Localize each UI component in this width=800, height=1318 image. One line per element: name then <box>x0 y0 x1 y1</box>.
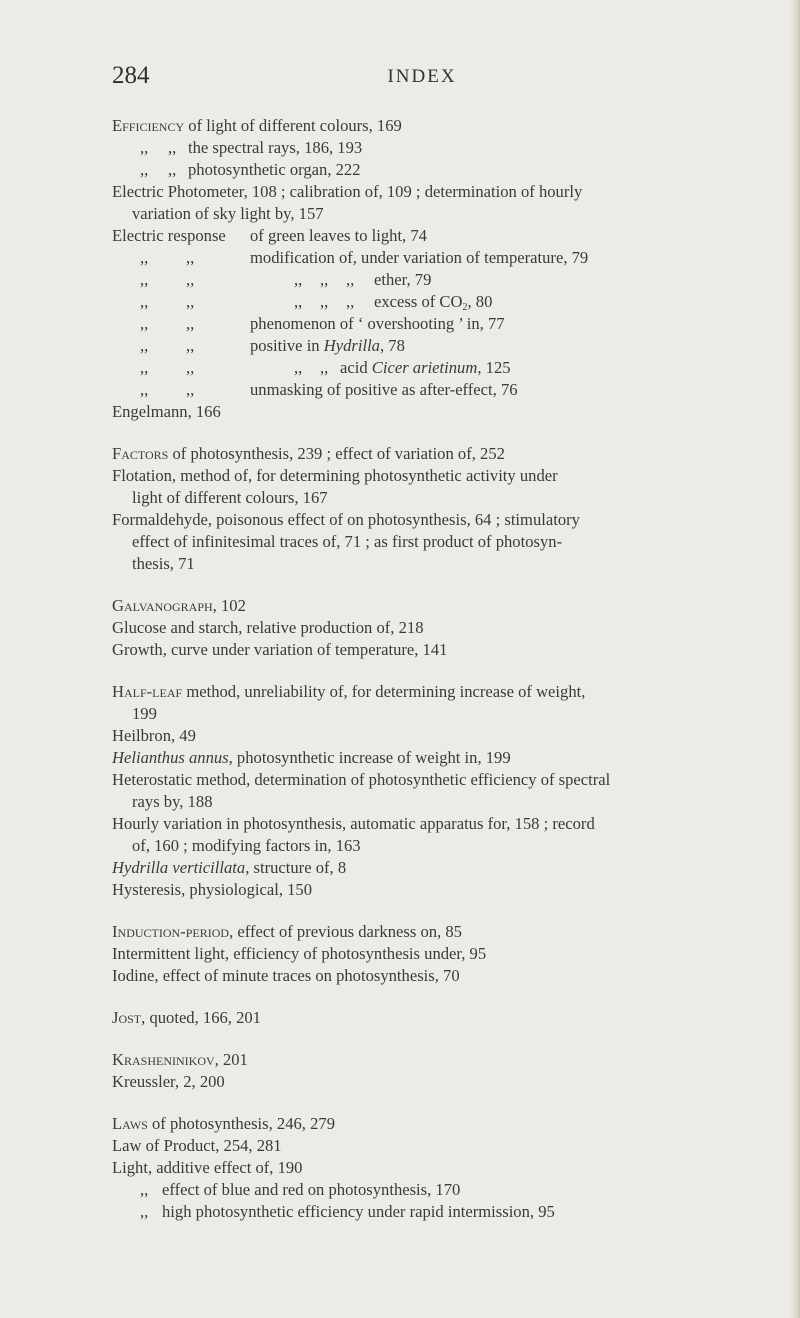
entry-text: photosynthetic organ, 222 <box>188 160 361 179</box>
index-subentry <box>112 379 732 401</box>
index-entry-jost <box>112 1007 732 1029</box>
index-entry-helianthus <box>112 747 732 769</box>
ditto-mark: ,, <box>140 138 149 157</box>
index-entry-continuation <box>112 835 732 857</box>
ditto-mark: ,, <box>140 160 149 179</box>
entry-text: modification of, under variation of temperature, 79 <box>250 248 589 267</box>
entry-text: method, unreliability of, for determining increase of weight, <box>182 682 586 701</box>
entry-text: of, 160 ; modifying factors in, 163 <box>132 836 361 855</box>
entry-text: Hysteresis, physiological, 150 <box>112 880 313 899</box>
entry-text: Heterostatic method, determination of photosynthetic efficiency of spectral <box>112 770 611 789</box>
section-gap <box>112 1029 732 1049</box>
index-subentry <box>112 137 732 159</box>
entry-text-part: , 80 <box>467 292 493 311</box>
entry-text: Iodine, effect of minute traces on photosynthesis, 70 <box>112 966 460 985</box>
entry-text: , quoted, 166, 201 <box>141 1008 261 1027</box>
running-head: INDEX <box>387 66 457 87</box>
section-gap <box>112 423 732 443</box>
entry-text: effect of infinitesimal traces of, 71 ; as first product of photosyn- <box>132 532 563 551</box>
entry-head: Factors <box>112 444 169 463</box>
entry-text: of light of different colours, 169 <box>184 116 402 135</box>
index-entry-hysteresis <box>112 879 732 901</box>
entry-text-part: , 125 <box>477 358 511 377</box>
ditto-mark: ,, <box>140 336 149 355</box>
index-entry-intermittent <box>112 943 732 965</box>
section-gap <box>112 901 732 921</box>
section-gap <box>112 987 732 1007</box>
index-entry-heterostatic <box>112 769 732 791</box>
index-entry-electric-response <box>112 225 732 247</box>
index-entry-flotation <box>112 465 732 487</box>
index-entry-heilbron <box>112 725 732 747</box>
ditto-mark: ,, <box>346 270 355 289</box>
entry-text-part: excess of CO <box>374 292 463 311</box>
ditto-mark: ,, <box>140 1180 149 1199</box>
entry-head: Induction-period <box>112 922 230 941</box>
entry-text: 199 <box>132 704 157 723</box>
index-entry-continuation <box>112 531 732 553</box>
entry-text: Heilbron, 49 <box>112 726 196 745</box>
page-header <box>112 62 732 96</box>
ditto-mark: ,, <box>346 292 355 311</box>
ditto-mark: ,, <box>320 358 329 377</box>
entry-head: Laws <box>112 1114 148 1133</box>
entry-head: Jost <box>112 1008 142 1027</box>
index-entry-hydrilla <box>112 857 732 879</box>
entry-text: Kreussler, 2, 200 <box>112 1072 225 1091</box>
entry-text: , structure of, 8 <box>245 858 347 877</box>
entry-text-part: acid <box>340 358 372 377</box>
entry-text-italic: Helianthus annus <box>112 748 229 767</box>
entry-text: of photosynthesis, 246, 279 <box>147 1114 335 1133</box>
index-subentry <box>112 335 732 357</box>
entry-head: Galvanograph <box>112 596 213 615</box>
index-subentry <box>112 1201 732 1223</box>
entry-head: Half-leaf <box>112 682 183 701</box>
index-entry-light <box>112 1157 732 1179</box>
entry-text: of photosynthesis, 239 ; effect of variation of, 252 <box>168 444 505 463</box>
ditto-mark: ,, <box>294 292 303 311</box>
ditto-mark: ,, <box>140 292 149 311</box>
entry-text <box>374 291 492 313</box>
index-entry-efficiency <box>112 115 732 137</box>
ditto-mark: ,, <box>186 380 195 399</box>
index-entry-iodine <box>112 965 732 987</box>
ditto-mark: ,, <box>186 336 195 355</box>
index-entry-galvanograph <box>112 595 732 617</box>
entry-text: rays by, 188 <box>132 792 213 811</box>
ditto-mark: ,, <box>294 270 303 289</box>
entry-text: effect of blue and red on photosynthesis, 170 <box>162 1180 461 1199</box>
entry-text: ether, 79 <box>374 270 432 289</box>
entry-text: Intermittent light, efficiency of photosynthesis under, 95 <box>112 944 487 963</box>
page-number: 284 <box>112 62 150 89</box>
entry-text: , 102 <box>212 596 246 615</box>
entry-text: light of different colours, 167 <box>132 488 328 507</box>
ditto-mark: ,, <box>320 292 329 311</box>
index-entry-law-of-product <box>112 1135 732 1157</box>
entry-text: Law of Product, 254, 281 <box>112 1136 282 1155</box>
index-entry-electric-photometer <box>112 181 732 203</box>
index-entry-induction <box>112 921 732 943</box>
index-subentry <box>112 247 732 269</box>
ditto-mark: ,, <box>140 1202 149 1221</box>
ditto-mark: ,, <box>186 292 195 311</box>
section-gap <box>112 661 732 681</box>
ditto-mark: ,, <box>140 314 149 333</box>
entry-text: Light, additive effect of, 190 <box>112 1158 303 1177</box>
entry-text: , 201 <box>214 1050 248 1069</box>
index-body <box>112 115 732 1223</box>
entry-text: high photosynthetic efficiency under rapid intermission, 95 <box>162 1202 555 1221</box>
index-entry-kreussler <box>112 1071 732 1093</box>
ditto-mark: ,, <box>140 358 149 377</box>
index-entry-krasheninikov <box>112 1049 732 1071</box>
ditto-mark: ,, <box>186 248 195 267</box>
entry-text: Engelmann, 166 <box>112 402 221 421</box>
entry-head: Krasheninikov <box>112 1050 215 1069</box>
entry-text: Growth, curve under variation of temperature, 141 <box>112 640 448 659</box>
index-entry-hourly <box>112 813 732 835</box>
ditto-mark: ,, <box>294 358 303 377</box>
entry-text: , effect of previous darkness on, 85 <box>229 922 462 941</box>
entry-text-italic: Hydrilla <box>323 336 380 355</box>
page-edge-shadow <box>790 0 800 1318</box>
index-subentry <box>112 1179 732 1201</box>
ditto-mark: ,, <box>140 248 149 267</box>
index-subentry <box>112 269 732 291</box>
index-entry-continuation <box>112 791 732 813</box>
entry-text: thesis, 71 <box>132 554 195 573</box>
subscript: 2 <box>462 302 468 313</box>
ditto-mark: ,, <box>320 270 329 289</box>
index-entry-formaldehyde <box>112 509 732 531</box>
ditto-mark: ,, <box>168 138 177 157</box>
index-subentry <box>112 291 732 313</box>
ditto-mark: ,, <box>186 358 195 377</box>
section-gap <box>112 1093 732 1113</box>
entry-text <box>250 335 405 357</box>
entry-text: Electric response <box>112 226 226 245</box>
entry-text: unmasking of positive as after-effect, 76 <box>250 380 518 399</box>
index-entry-engelmann <box>112 401 732 423</box>
entry-text: variation of sky light by, 157 <box>132 204 324 223</box>
ditto-mark: ,, <box>140 270 149 289</box>
entry-text: of green leaves to light, 74 <box>250 226 427 245</box>
section-gap <box>112 575 732 595</box>
index-entry-growth <box>112 639 732 661</box>
entry-text-italic: Hydrilla verticillata <box>112 858 246 877</box>
entry-text-part: , 78 <box>379 336 405 355</box>
entry-text: phenomenon of ‘ overshooting ’ in, 77 <box>250 314 505 333</box>
entry-text: Hourly variation in photosynthesis, automatic apparatus for, 158 ; record <box>112 814 595 833</box>
entry-text: , photosynthetic increase of weight in, 199 <box>228 748 511 767</box>
entry-text: Glucose and starch, relative production of, 218 <box>112 618 424 637</box>
ditto-mark: ,, <box>168 160 177 179</box>
entry-text-italic: Cicer arietinum <box>371 358 478 377</box>
index-entry-continuation <box>112 203 732 225</box>
ditto-mark: ,, <box>186 314 195 333</box>
entry-text: Formaldehyde, poisonous effect of on photosynthesis, 64 ; stimulatory <box>112 510 580 529</box>
index-subentry <box>112 313 732 335</box>
index-entry-glucose <box>112 617 732 639</box>
index-subentry <box>112 357 732 379</box>
entry-text: Flotation, method of, for determining photosynthetic activity under <box>112 466 558 485</box>
ditto-mark: ,, <box>186 270 195 289</box>
ditto-mark: ,, <box>140 380 149 399</box>
entry-text: the spectral rays, 186, 193 <box>188 138 363 157</box>
index-subentry <box>112 159 732 181</box>
index-entry-continuation <box>112 703 732 725</box>
entry-text <box>340 357 511 379</box>
entry-head: Efficiency <box>112 116 185 135</box>
entry-text: Electric Photometer, 108 ; calibration of, 109 ; determination of hourly <box>112 182 583 201</box>
entry-text-part: positive in <box>250 336 324 355</box>
index-entry-factors <box>112 443 732 465</box>
index-entry-laws <box>112 1113 732 1135</box>
index-entry-continuation <box>112 553 732 575</box>
index-entry-half-leaf <box>112 681 732 703</box>
index-entry-continuation <box>112 487 732 509</box>
